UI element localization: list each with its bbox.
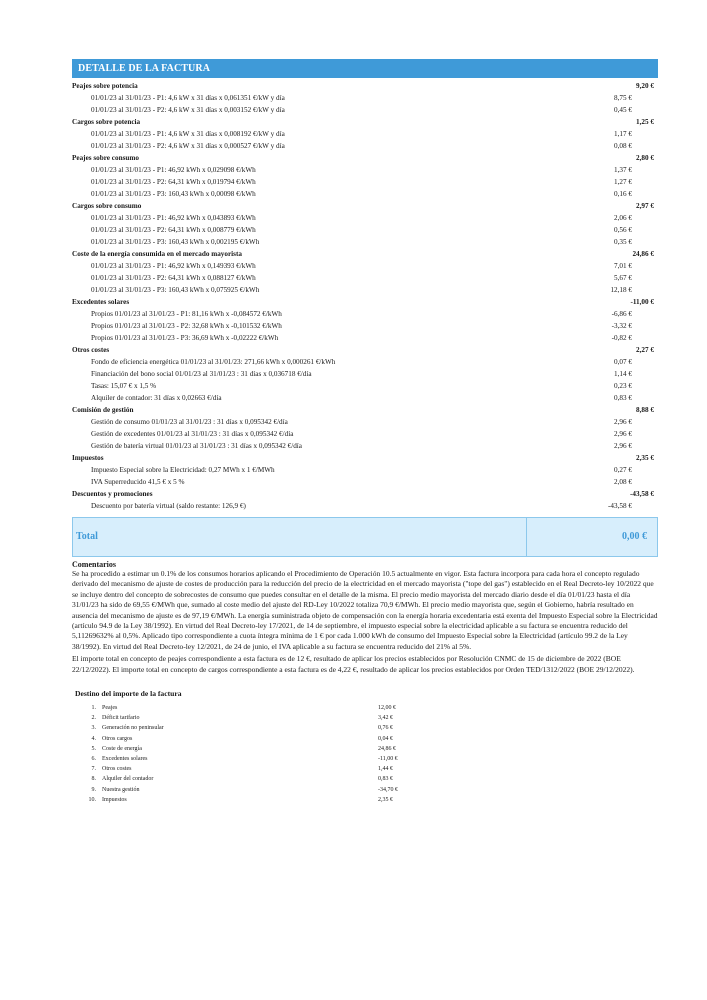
- section-title: Coste de la energía consumida en el mercado mayorista: [72, 250, 242, 258]
- line-item-amount: 12,18 €: [610, 286, 632, 294]
- destination-number: 10.: [88, 796, 96, 803]
- line-item-amount: -0,82 €: [611, 334, 632, 342]
- line-item-row: [72, 464, 658, 476]
- line-item-amount: 0,16 €: [614, 190, 632, 198]
- line-item-row: [72, 236, 658, 248]
- destination-number: 3.: [91, 725, 96, 732]
- destination-label: Peajes: [102, 705, 118, 712]
- line-item-label: Impuesto Especial sobre la Electricidad: 0,27 MWh x 1 €/MWh: [91, 466, 275, 474]
- line-item-row: [72, 392, 658, 404]
- section-title: Peajes sobre consumo: [72, 154, 139, 162]
- destination-row: [72, 785, 658, 795]
- line-item-row: [72, 308, 658, 320]
- section-header-row: [72, 152, 658, 164]
- section-header-row: [72, 200, 658, 212]
- destination-label: Nuestra gestión: [102, 786, 140, 793]
- section-title: Cargos sobre potencia: [72, 118, 141, 126]
- destination-amount: 0,83 €: [378, 776, 393, 783]
- destination-amount: -11,00 €: [378, 756, 398, 762]
- section-title: Peajes sobre potencia: [72, 82, 138, 90]
- line-item-amount: 1,27 €: [614, 178, 632, 186]
- line-item-row: [72, 164, 658, 176]
- line-item-row: [72, 368, 658, 380]
- comments-paragraph: El importe total en concepto de peajes correspondiente a esta factura es de 12 €, resultado de aplicar los precios establecidos por Resolución CNMC de 15 de diciembre de 2022 (BOE 22/12/2022). El importe total en concepto de cargos correspondiente a esta factura es de 4,22 €, resultado de aplicar los precios establecidos por Orden TED/1312/2022 (BOE 29/12/2022).: [72, 654, 635, 674]
- section-header-row: [72, 488, 658, 500]
- line-item-row: [72, 416, 658, 428]
- destination-label: Otros cargos: [102, 735, 133, 742]
- section-amount: 2,80 €: [636, 154, 654, 162]
- line-item-amount: -43,58 €: [608, 502, 632, 510]
- line-item-amount: 2,06 €: [614, 214, 632, 222]
- line-item-label: Alquiler de contador: 31 días x 0,02663 €/día: [91, 394, 222, 402]
- destination-number: 6.: [91, 756, 96, 762]
- line-item-row: [72, 104, 658, 116]
- line-item-label: 01/01/23 al 31/01/23 - P3: 160,43 kWh x 0,002195 €/kWh: [91, 238, 260, 246]
- line-item-amount: 1,14 €: [614, 370, 632, 378]
- line-item-amount: 0,83 €: [614, 394, 632, 402]
- section-title: Otros costes: [72, 346, 110, 354]
- line-item-label: 01/01/23 al 31/01/23 - P3: 160,43 kWh x 0,075925 €/kWh: [91, 286, 260, 294]
- destination-row: [72, 713, 658, 723]
- comments-paragraph: Se ha procedido a estimar un 0.1% de los consumos horarios aplicando el Procedimiento de Operación 10.5 actualmente en vigor. Esta factura incorpora para cada hora el concepto regulado derivado del mecanismo de ajuste de costes de producción para la reducción del precio de la electricidad en el mercado mayorista ("tope del gas") establecido en el Real Decreto-ley 10/2022 que se incluye dentro del concepto de sobrecostes de consumo que puedes consultar en el detalle de la misma. El precio medio mayorista del mercado diario desde el día 01/01/23 hasta el día 31/01/23 ha sido de 69,55 €/MWh que, sumado al coste medio del ajuste del RD-Ley 10/2022 totaliza 70,9 €/MWh. El precio medio mayorista que, según el Gobierno, habría resultado en ausencia del mecanismo de ajuste es de 97,19 €/MWh. La energía suministrada objeto de compensación con la energía horaria excedentaria está exenta del Impuesto Especial sobre la Electricidad (artículo 94.9 de la Ley 38/1992). En virtud del Real Decreto-ley 17/2021, de 14 de septiembre, el impuesto especial sobre la electricidad aplicable a su factura se encuentra reducido del 5,11269632% al 0,5%. Aplicado tipo correspondiente a cuota íntegra mínima de 1 € por cada 1.000 kWh de consumo del Impuesto Especial sobre la Electricidad (artículo 99.2 de la Ley 38/1992). En virtud del Real Decreto-ley 12/2021, de 24 de junio, el IVA aplicable a su factura se encuentra reducido del 21% al 5%.: [72, 569, 658, 651]
- total-box: [72, 517, 658, 557]
- line-item-label: 01/01/23 al 31/01/23 - P1: 46,92 kWh x 0,043893 €/kWh: [91, 214, 256, 222]
- line-item-label: 01/01/23 al 31/01/23 - P2: 4,6 kW x 31 días x 0,003152 €/kW y día: [91, 106, 285, 114]
- section-amount: 1,25 €: [636, 118, 654, 126]
- line-item-row: [72, 140, 658, 152]
- destination-row: [72, 795, 658, 805]
- line-item-amount: 2,96 €: [614, 418, 632, 426]
- line-item-label: IVA Superreducido 41,5 € x 5 %: [91, 478, 185, 486]
- section-amount: -11,00 €: [630, 298, 654, 306]
- line-item-amount: 0,56 €: [614, 226, 632, 234]
- destination-row: [72, 764, 658, 774]
- section-header-row: [72, 116, 658, 128]
- line-item-label: Tasas: 15,07 € x 1,5 %: [91, 382, 157, 390]
- line-item-label: Gestión de batería virtual 01/01/23 al 31/01/23 : 31 días x 0,095342 €/día: [91, 442, 302, 450]
- destination-amount: 0,76 €: [378, 725, 393, 732]
- line-item-label: Propios 01/01/23 al 31/01/23 - P1: 81,16 kWh x -0,084572 €/kWh: [91, 310, 282, 318]
- comments-title: Comentarios: [72, 560, 116, 569]
- destination-number: 2.: [91, 715, 96, 722]
- line-item-amount: 7,01 €: [614, 262, 632, 270]
- destination-number: 4.: [91, 735, 96, 742]
- line-item-label: 01/01/23 al 31/01/23 - P1: 46,92 kWh x 0,029098 €/kWh: [91, 166, 256, 174]
- line-item-amount: 2,08 €: [614, 478, 632, 486]
- line-item-amount: 0,07 €: [614, 358, 632, 366]
- total-label: Total: [73, 518, 527, 556]
- line-item-row: [72, 212, 658, 224]
- destination-number: 5.: [91, 745, 96, 752]
- line-item-amount: 0,35 €: [614, 238, 632, 246]
- section-title: Cargos sobre consumo: [72, 202, 142, 210]
- destination-amount: 2,35 €: [378, 796, 393, 803]
- line-item-amount: 0,23 €: [614, 382, 632, 390]
- line-item-row: [72, 260, 658, 272]
- line-item-label: Propios 01/01/23 al 31/01/23 - P2: 32,68 kWh x -0,101532 €/kWh: [91, 322, 282, 330]
- line-item-row: [72, 428, 658, 440]
- line-item-row: [72, 440, 658, 452]
- destination-number: 7.: [91, 766, 96, 773]
- section-header-row: [72, 296, 658, 308]
- line-item-label: 01/01/23 al 31/01/23 - P1: 46,92 kWh x 0,149393 €/kWh: [91, 262, 256, 270]
- destination-row: [72, 774, 658, 784]
- section-amount: 24,86 €: [632, 250, 654, 258]
- destination-row: [72, 744, 658, 754]
- destination-label: Alquiler del contador: [102, 776, 154, 783]
- destination-row: [72, 723, 658, 733]
- destination-label: Coste de energía: [102, 745, 142, 752]
- line-item-row: [72, 188, 658, 200]
- line-item-label: 01/01/23 al 31/01/23 - P2: 4,6 kW x 31 días x 0,000527 €/kW y día: [91, 142, 285, 150]
- line-item-label: 01/01/23 al 31/01/23 - P2: 64,31 kWh x 0,019794 €/kWh: [91, 178, 256, 186]
- destination-label: Déficit tarifario: [102, 715, 140, 722]
- line-item-amount: 0,45 €: [614, 106, 632, 114]
- section-amount: 2,35 €: [636, 454, 654, 462]
- line-item-row: [72, 320, 658, 332]
- line-item-row: [72, 476, 658, 488]
- line-item-amount: 0,08 €: [614, 142, 632, 150]
- line-item-row: [72, 500, 658, 512]
- line-item-row: [72, 92, 658, 104]
- section-title: Impuestos: [72, 454, 104, 462]
- line-item-amount: 5,67 €: [614, 274, 632, 282]
- destination-number: 9.: [91, 786, 96, 793]
- section-header-row: [72, 80, 658, 92]
- line-item-label: 01/01/23 al 31/01/23 - P1: 4,6 kW x 31 días x 0,008192 €/kW y día: [91, 130, 285, 138]
- line-item-label: 01/01/23 al 31/01/23 - P1: 4,6 kW x 31 días x 0,061351 €/kW y día: [91, 94, 285, 102]
- line-item-row: [72, 176, 658, 188]
- line-item-label: Gestión de consumo 01/01/23 al 31/01/23 : 31 días x 0,095342 €/día: [91, 418, 288, 426]
- line-item-label: 01/01/23 al 31/01/23 - P2: 64,31 kWh x 0,008779 €/kWh: [91, 226, 256, 234]
- line-item-amount: 2,96 €: [614, 442, 632, 450]
- destination-number: 1.: [91, 705, 96, 712]
- line-item-label: Descuento por batería virtual (saldo restante: 126,9 €): [91, 502, 246, 510]
- destination-amount: 24,86 €: [378, 745, 396, 752]
- line-item-row: [72, 380, 658, 392]
- section-header-row: [72, 344, 658, 356]
- destination-list: [72, 703, 658, 805]
- section-amount: 2,27 €: [636, 346, 654, 354]
- invoice-detail-page: [72, 59, 658, 805]
- destination-amount: 3,42 €: [378, 715, 393, 722]
- section-amount: 8,88 €: [636, 406, 654, 414]
- invoice-detail-header: DETALLE DE LA FACTURA: [72, 59, 658, 78]
- line-item-label: 01/01/23 al 31/01/23 - P2: 64,31 kWh x 0,088127 €/kWh: [91, 274, 256, 282]
- line-item-row: [72, 128, 658, 140]
- destination-row: [72, 703, 658, 713]
- invoice-details-list: [72, 80, 658, 512]
- line-item-amount: 1,37 €: [614, 166, 632, 174]
- line-item-row: [72, 272, 658, 284]
- section-title: Descuentos y promociones: [72, 490, 153, 498]
- section-header-row: [72, 452, 658, 464]
- destination-title: Destino del importe de la factura: [75, 689, 182, 699]
- line-item-amount: 8,75 €: [614, 94, 632, 102]
- destination-label: Generación no peninsular: [102, 725, 164, 732]
- section-title: Comisión de gestión: [72, 406, 134, 414]
- destination-label: Excedentes solares: [102, 756, 148, 762]
- line-item-amount: 2,96 €: [614, 430, 632, 438]
- section-amount: 2,97 €: [636, 202, 654, 210]
- line-item-row: [72, 356, 658, 368]
- destination-row: [72, 754, 658, 764]
- destination-amount: 0,04 €: [378, 735, 393, 742]
- line-item-amount: -3,32 €: [611, 322, 632, 330]
- line-item-amount: -6,86 €: [611, 310, 632, 318]
- destination-label: Otros costes: [102, 766, 132, 773]
- section-header-row: [72, 248, 658, 260]
- line-item-label: 01/01/23 al 31/01/23 - P3: 160,43 kWh x 0,00098 €/kWh: [91, 190, 256, 198]
- line-item-label: Gestión de excedentes 01/01/23 al 31/01/23 : 31 días x 0,095342 €/día: [91, 430, 294, 438]
- total-amount: 0,00 €: [622, 531, 647, 542]
- line-item-amount: 1,17 €: [614, 130, 632, 138]
- section-header-row: [72, 404, 658, 416]
- destination-amount: 12,00 €: [378, 705, 396, 712]
- destination-amount: 1,44 €: [378, 766, 393, 773]
- line-item-row: [72, 332, 658, 344]
- destination-number: 8.: [91, 776, 96, 783]
- section-amount: -43,58 €: [630, 490, 654, 498]
- line-item-label: Financiación del bono social 01/01/23 al 31/01/23 : 31 días x 0,036718 €/día: [91, 370, 312, 378]
- line-item-label: Propios 01/01/23 al 31/01/23 - P3: 36,69 kWh x -0,02222 €/kWh: [91, 334, 279, 342]
- destination-amount: -34,70 €: [378, 786, 398, 793]
- section-title: Excedentes solares: [72, 298, 130, 306]
- section-amount: 9,20 €: [636, 82, 654, 90]
- line-item-label: Fondo de eficiencia energética 01/01/23 al 31/01/23: 271,66 kWh x 0,000261 €/kWh: [91, 358, 336, 366]
- destination-label: Impuestos: [102, 796, 127, 803]
- line-item-row: [72, 224, 658, 236]
- line-item-row: [72, 284, 658, 296]
- line-item-amount: 0,27 €: [614, 466, 632, 474]
- destination-row: [72, 734, 658, 744]
